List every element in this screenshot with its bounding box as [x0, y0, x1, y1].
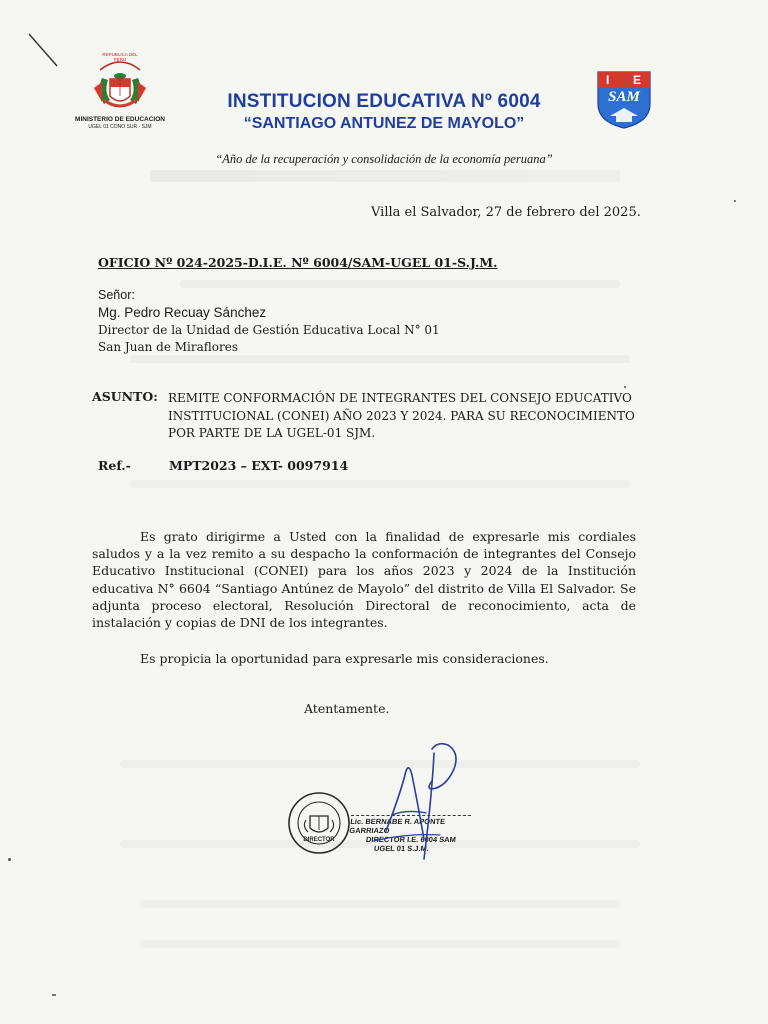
- bleed-through-text: [140, 900, 620, 908]
- seal-text: DIRECTOR: [303, 837, 335, 843]
- speck: [52, 994, 56, 996]
- ministry-sub-label: UGEL 01 CONO SUR - SJM: [88, 124, 152, 130]
- bleed-through-text: [130, 355, 630, 363]
- speck: [8, 858, 11, 861]
- stamp-role: DIRECTOR I.E. 6004 SAM: [365, 835, 457, 844]
- speck: [624, 386, 626, 388]
- handwritten-signature: [366, 735, 476, 865]
- bleed-through-text: [130, 480, 630, 488]
- body-paragraph: Es propicia la oportunidad para expresarle mis consideraciones.: [140, 651, 549, 666]
- ref-value: MPT2023 – EXT- 0097914: [169, 458, 349, 473]
- recipient-location: San Juan de Miraflores: [98, 340, 238, 354]
- bleed-through-text: [150, 170, 620, 182]
- subject-label: ASUNTO:: [92, 389, 158, 404]
- logo-letter-e: E: [633, 73, 642, 87]
- logo-letter-i: I: [606, 73, 610, 87]
- oficio-reference: OFICIO Nº 024-2025-D.I.E. Nº 6004/SAM-UGEL 01-S.J.M.: [98, 255, 498, 270]
- body-paragraph: Es grato dirigirme a Usted con la finalidad de expresarle mis cordiales saludos y a la vez remito a su despacho la conformación de integrantes del Consejo Educativo Institucional (CONEI) para los años 2023 y 2024 de la Institución educativa N° 6604 “Santiago Antúnez de Mayolo” del distrito de Villa El Salvador. Se adjunta proceso electoral, Resolución Directoral de reconocimiento, acta de instalación y copias de DNI de los integrantes.: [92, 529, 636, 631]
- closing: Atentamente.: [304, 701, 390, 716]
- recipient-greeting: Señor:: [98, 288, 135, 302]
- logo-text: SAM: [608, 89, 640, 105]
- institution-title: INSTITUCION EDUCATIVA Nº 6004: [227, 91, 541, 112]
- speck: [734, 200, 736, 202]
- stamp-ugel: UGEL 01 S.J.M.: [373, 844, 430, 853]
- subject-line: POR PARTE DE LA UGEL-01 SJM.: [168, 426, 376, 440]
- institution-subtitle: “SANTIAGO ANTUNEZ DE MAYOLO”: [243, 115, 525, 132]
- bleed-through-text: [180, 280, 620, 288]
- recipient-position: Director de la Unidad de Gestión Educativa Local N° 01: [98, 323, 440, 337]
- place-date: Villa el Salvador, 27 de febrero del 2025.: [371, 205, 641, 220]
- subject-line: REMITE CONFORMACIÓN DE INTEGRANTES DEL CONSEJO EDUCATIVO: [168, 391, 632, 405]
- bleed-through-text: [140, 940, 620, 948]
- round-seal-icon: [286, 790, 352, 856]
- scan-mark: [25, 30, 65, 70]
- subject-text: [168, 390, 648, 443]
- ministry-seal-text: REPUBLICA DEL PERU: [102, 52, 138, 62]
- ref-label: Ref.-: [98, 458, 131, 473]
- director-seal: [286, 790, 352, 856]
- stamp-name: Lic. BERNABE R. APONTE GARRIAZO: [349, 815, 471, 835]
- year-motto: “Año de la recuperación y consolidación de la economía peruana”: [215, 152, 553, 166]
- subject-line: INSTITUCIONAL (CONEI) AÑO 2023 Y 2024. PARA SU RECONOCIMIENTO: [168, 408, 635, 423]
- ministry-label: MINISTERIO DE EDUCACION: [75, 116, 165, 123]
- school-logo: [596, 68, 652, 130]
- recipient-name: Mg. Pedro Recuay Sánchez: [98, 305, 267, 320]
